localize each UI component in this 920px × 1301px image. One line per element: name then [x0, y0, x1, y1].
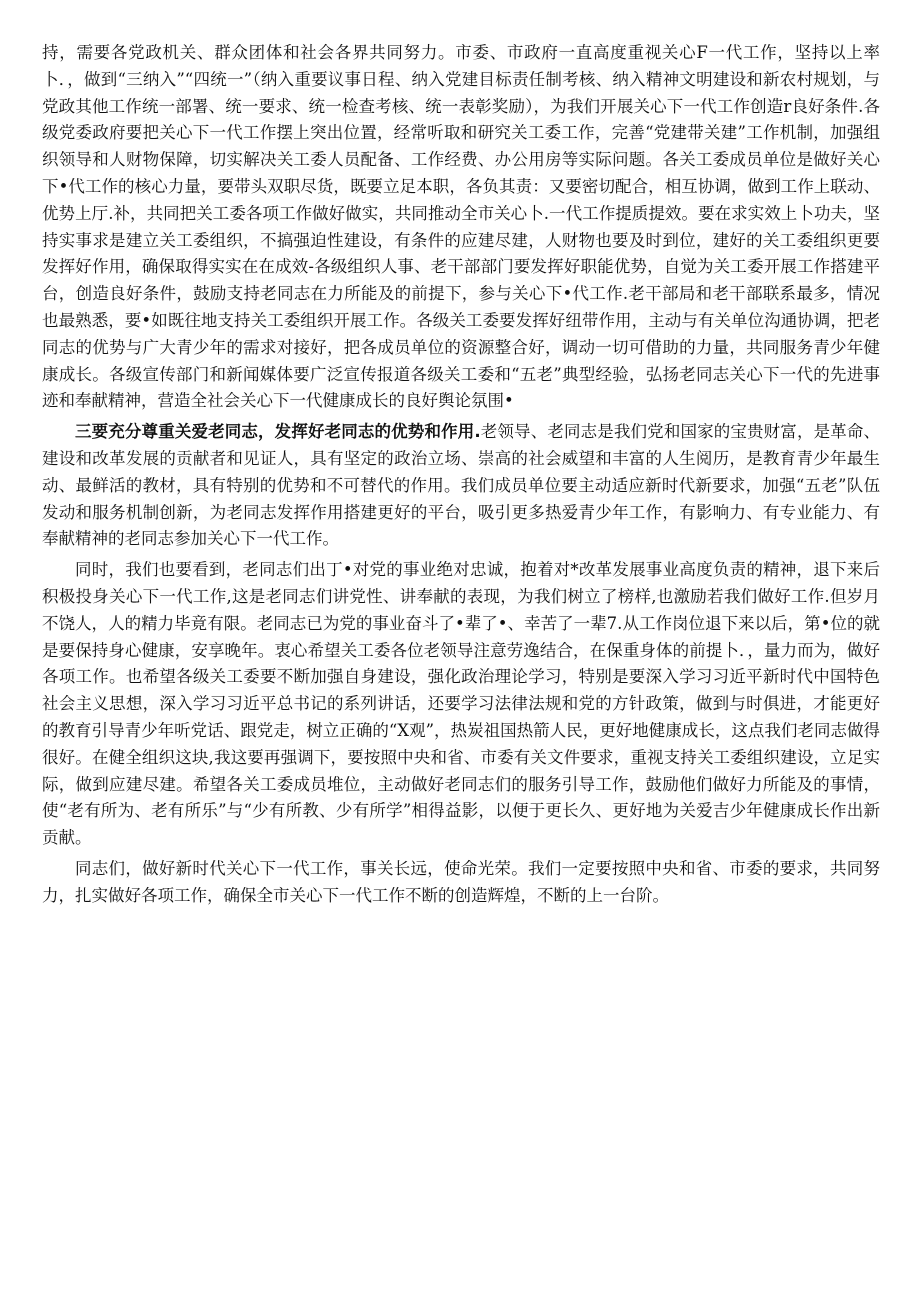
paragraph-2-body: 老领导、老同志是我们党和国家的宝贵财富，是革命、建设和改革发展的贡献者和见证人，具有坚定的政治立场、崇高的社会威望和丰富的人生阅历，是教育青少年最生动、最鲜活的教材，具有特别的优势和不可替代的作用。我们成员单位要主动适应新时代新要求，加强“五老”队伍发动和服务机制创新，为老同志发挥作用搭建更好的平台，吸引更多热爱青少年工作，有影响力、有专业能力、有奉献精神的老同志参加关心下一代工作。 [42, 422, 881, 549]
paragraph-1: 持，需要各党政机关、群众团体和社会各界共同努力。市委、市政府一直高度重视关心F一代工作，坚持以上率卜．，做到“三纳入”“四统一”（纳入重要议事日程、纳入党建目标责任制考核、纳入精神文明建设和新农村规划，与党政其他工作统一部署、统一要求、统一检查考核、统一表彰奖励），为我们开展关心下一代工作创造r良好条件.各级党委政府要把关心下一代工作摆上突出位置，经常听取和研究关工委工作，完善“党建带关建”工作机制，加强组织领导和人财物保障，切实解决关工委人员配备、工作经费、办公用房等实际问题。各关工委成员单位是做好关心下•代工作的核心力量，要带头双职尽货，既要立足本职，各负其责：又要密切配合，相互协调，做到工作上联动、优势上厅.补，共同把关工委各项工作做好做实，共同推动全市关心卜.一代工作提质提效。要在求实效上卜功夫，坚持实事求是建立关工委组织，不搞强迫性建设，有条件的应建尽建，人财物也要及时到位，建好的关工委组织更要发挥好作用，确保取得实实在在成效-各级组织人事、老干部部门要发挥好职能优势，自觉为关工委开展工作搭建平台，创造良好条件，鼓励支持老同志在力所能及的前提下，参与关心下•代工作.老干部局和老干部联系最多，情况也最熟悉，要•如既往地支持关工委组织开展工作。各级关工委要发挥好纽带作用，主动与有关单位沟通协调，把老同志的优势与广大青少年的需求对接好，把各成员单位的资源整合好，调动一切可借助的力量，共同服务青少年健康成长。各级宣传部门和新闻媒体要广泛宣传报道各级关工委和“五老”典型经验，弘扬老同志关心下一代的先进事迹和奉献精神，营造全社会关心下一代健康成长的良好舆论氛围• [42, 43, 880, 411]
paragraph-2 [42, 419, 880, 553]
paragraph-4: 同志们，做好新时代关心下一代工作，事关长远，使命光荣。我们一定要按照中央和省、市委的要求，共同努力，扎实做好各项工作，确保全市关心下一代工作不断的创造辉煌，不断的上一台阶。 [42, 858, 880, 905]
document-body [42, 40, 880, 910]
paragraph-3: 同时，我们也要看到，老同志们出丁•对党的事业绝对忠诚，抱着对*改革发展事业高度负责的精神，退下来后积极投身关心下一代工作,这是老同志们讲党性、讲奉献的表现，为我们树立了榜样,也激励若我们做好工作.但岁月不饶人，人的精力毕竟有限。老同志已为党的事业奋斗了•辈了•、幸苦了一辈7.从工作岗位退下来以后，第•位的就是要保持身心健康，安享晚年。衷心希望关工委各位老领导注意劳逸结合，在保重身体的前提卜．，量力而为，做好各项工作。也希望各级关工委要不断加强自身建设，强化政治理论学习，特别是要深入学习习近平新时代中国特色社会主义思想，深入学习习近平总书记的系列讲话，还要学习法律法规和党的方针政策，做到与时俱进，才能更好的教育引导青少年听党话、跟党走，树立正确的“X观”，热炭祖国热箭人民，更好地健康成长，这点我们老同志做得很好。在健全组织这块,我这要再强调下，要按照中央和省、市委有关文件要求，重视支持关工委组织建设，立足实际，做到应建尽建。希望各关工委成员堆位，主动做好老同志们的服务引导工作，鼓励他们做好力所能及的事情，使“老有所为、老有所乐”与“少有所教、少有所学”相得益影，以便于更长久、更好地为关爱吉少年健康成长作出新贡献。 [42, 560, 880, 848]
paragraph-2-lead: 三要充分尊重关爱老同志，发挥好老同志的优势和作用. [75, 422, 481, 442]
